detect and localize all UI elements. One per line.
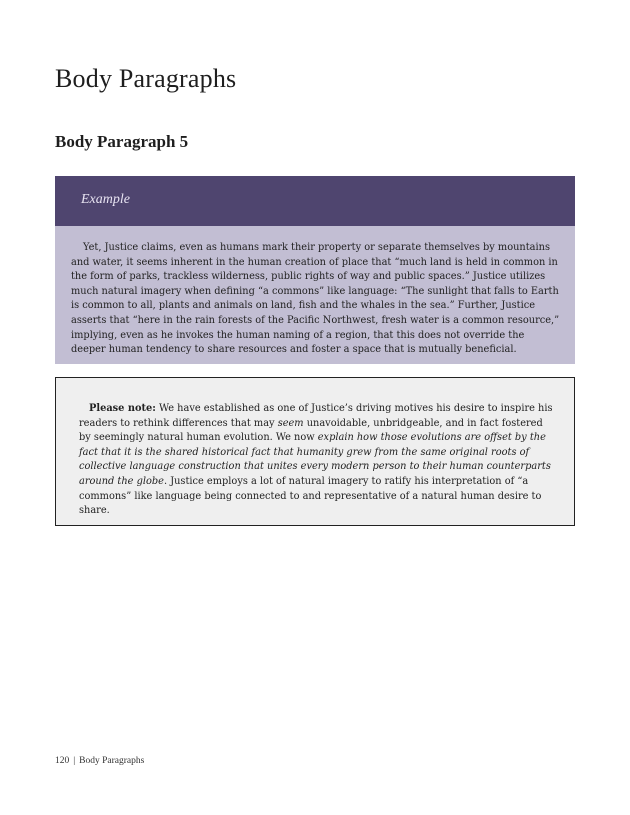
section-title: Body Paragraph 5 bbox=[55, 132, 189, 151]
note-box bbox=[55, 377, 575, 526]
example-box bbox=[55, 176, 575, 364]
note-text-part-2: unavoidable, unbridgeable, and in fact fostered by seemingly natural human evolution. We now bbox=[79, 417, 543, 444]
example-text: Yet, Justice claims, even as humans mark their property or separate themselves by mountains and water, it seems inherent in the human creation of place that “much land is held in common in the form of parks, trackless wilderness, public rights of way and public spaces.” Justice utilizes much natural imagery when defining “a commons” like language: “The sunlight that falls to Earth is common to all, plants and animals on land, fish and the whales in the sea.” Further, Justice asserts that “here in the rain forests of the Pacific Northwest, fresh water is a common resource,” implying, even as he invokes the human naming of a region, that this does not override the deeper human tendency to share resources and foster a space that is mutually beneficial. bbox=[71, 242, 560, 356]
page-footer bbox=[55, 756, 144, 766]
page-title: Body Paragraphs bbox=[55, 64, 237, 93]
page-number: 120 bbox=[55, 756, 70, 766]
note-emphasis-2: explain how those evolutions are offset by the fact that it is the shared historical fact that humanity grew from the same original roots of collective language construction that unites every modern person to their human counterparts around the globe bbox=[79, 432, 551, 487]
note-text bbox=[79, 402, 555, 519]
note-emphasis-1: seem bbox=[277, 417, 304, 429]
running-title: Body Paragraphs bbox=[79, 756, 145, 766]
example-header bbox=[55, 176, 575, 226]
example-label: Example bbox=[81, 192, 130, 207]
footer-separator: | bbox=[73, 756, 76, 766]
note-text-part-1: We have established as one of Justice’s driving motives his desire to inspire his readers to rethink differences that may bbox=[79, 403, 553, 429]
note-label: Please note: bbox=[89, 403, 156, 414]
note-text-part-3: . Justice employs a lot of natural imagery to ratify his interpretation of “a commons” like language being connected to and representative of a natural human desire to share. bbox=[79, 475, 542, 517]
